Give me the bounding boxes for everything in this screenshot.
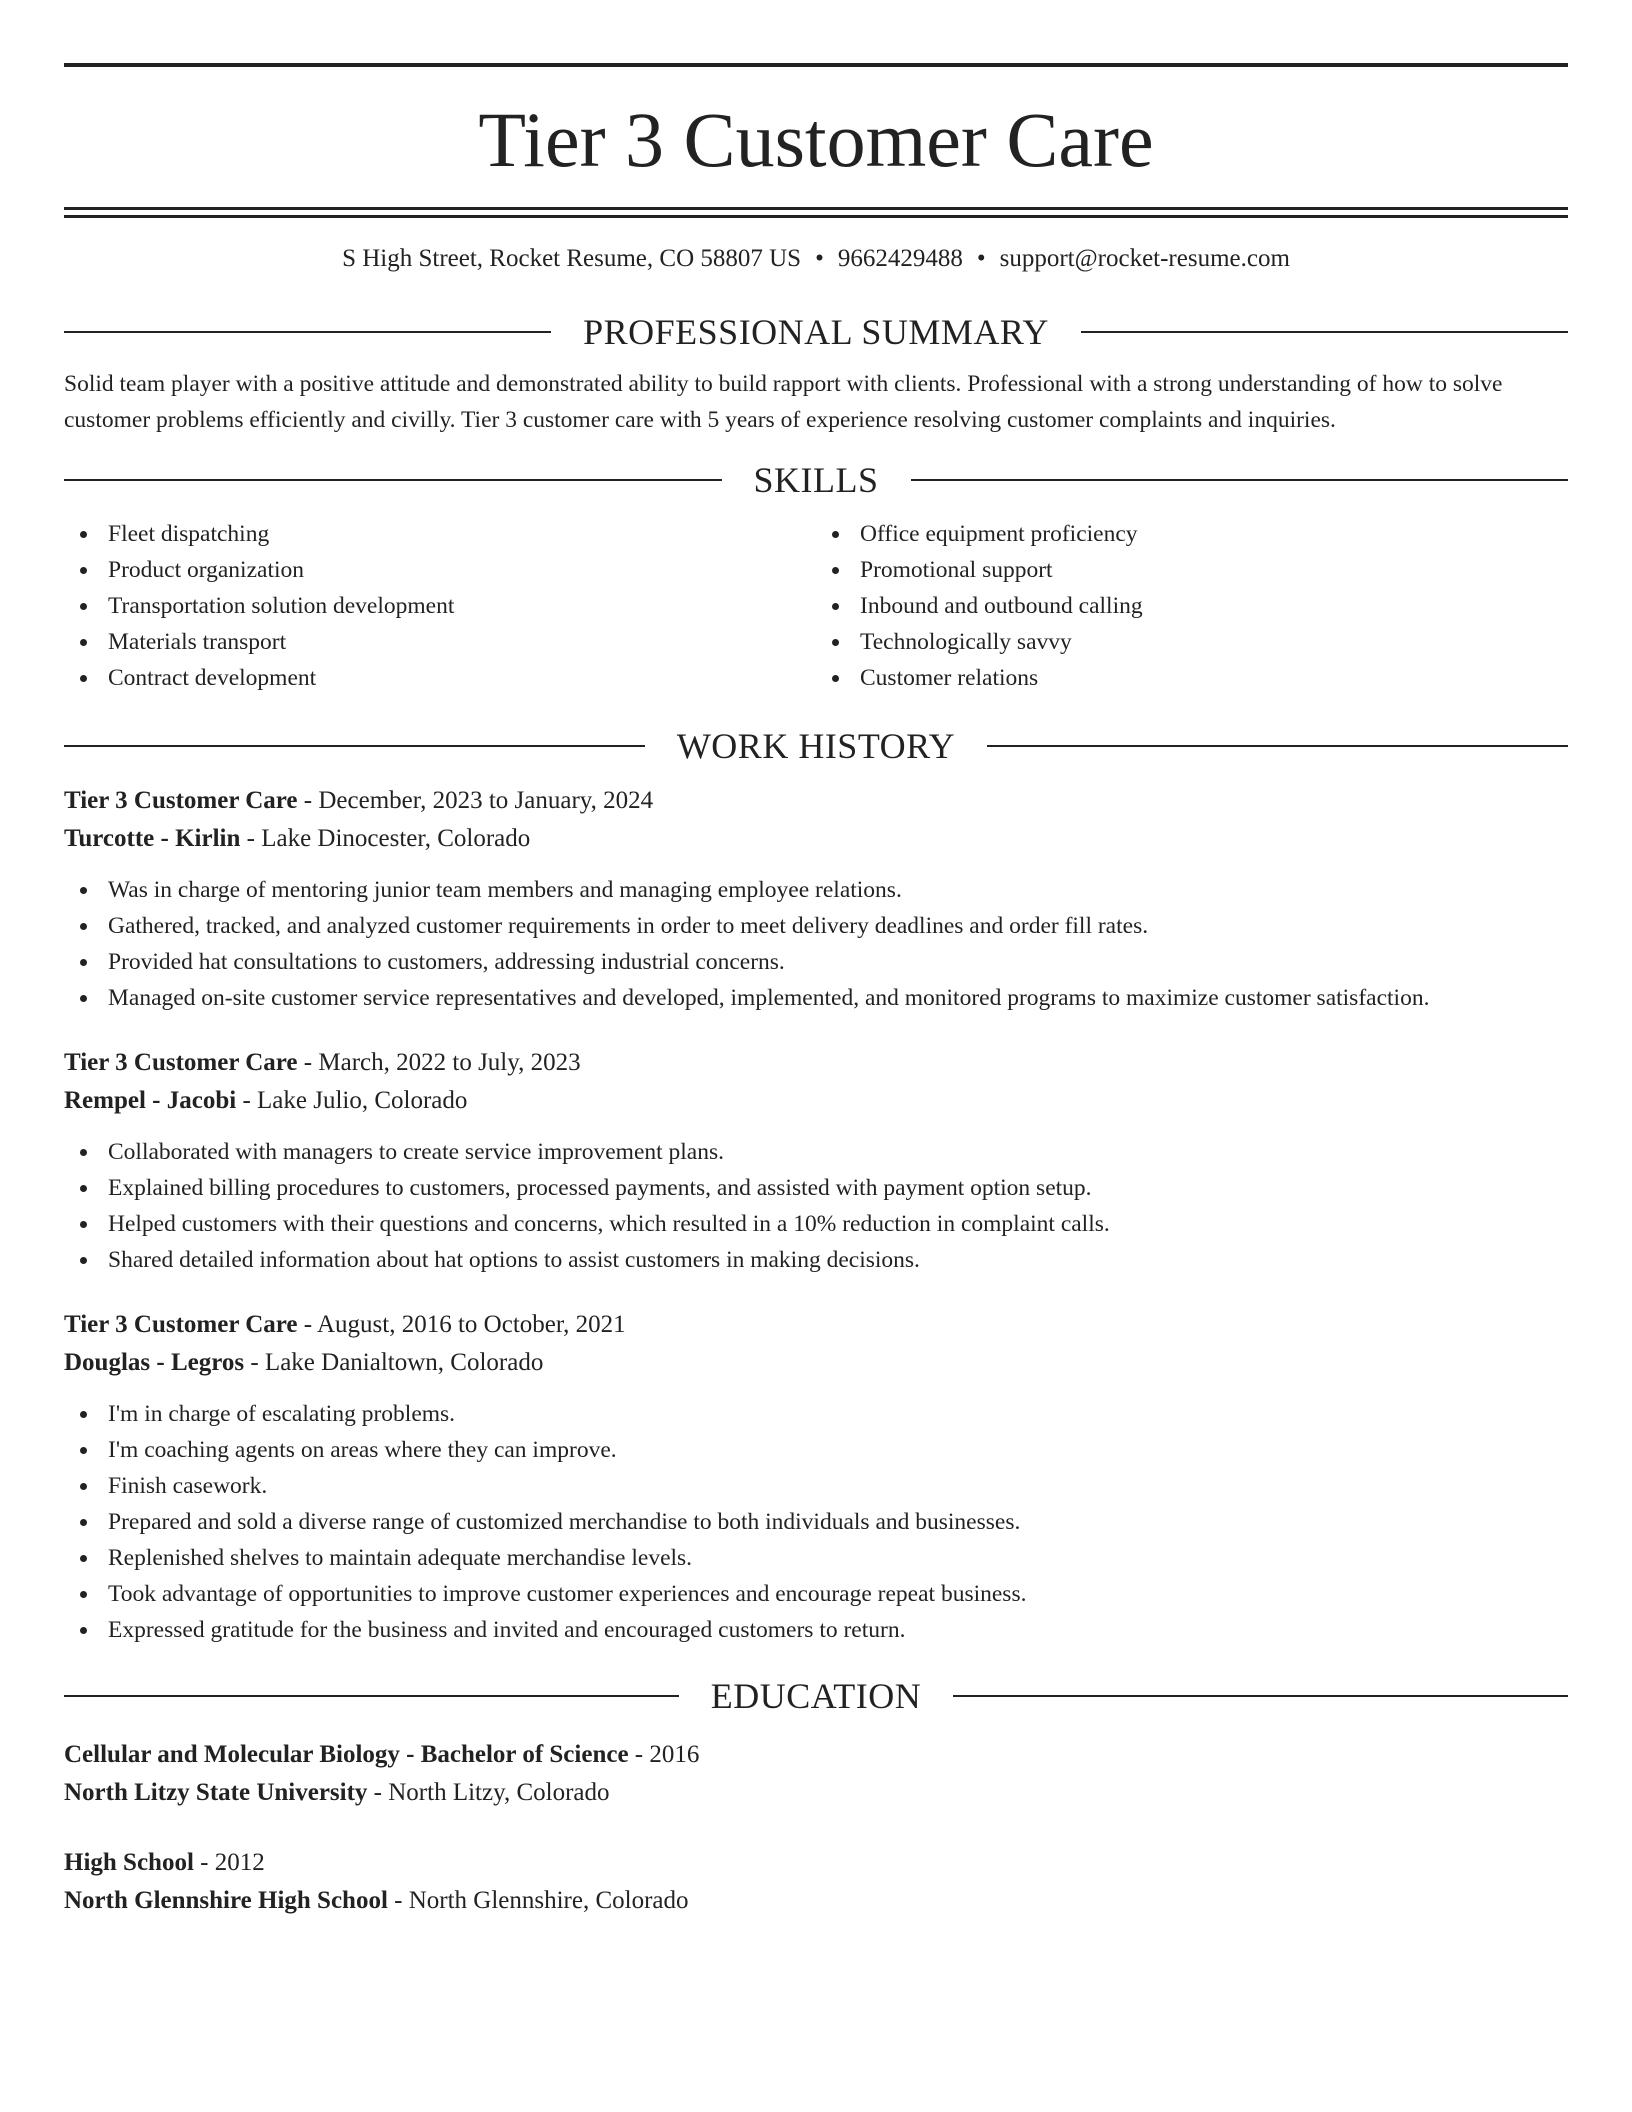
skill-item: Office equipment proficiency (816, 516, 1568, 552)
job-duty: Expressed gratitude for the business and invited and encouraged customers to return. (64, 1612, 1568, 1648)
education-school: North Glennshire High School (64, 1887, 388, 1914)
education-entry (64, 1736, 1568, 1812)
job-company: Douglas - Legros (64, 1349, 245, 1376)
job-duties (64, 872, 1568, 1016)
title-double-rule (64, 207, 1568, 218)
job-company-line (64, 1344, 1568, 1382)
job-dates: - December, 2023 to January, 2024 (297, 787, 654, 814)
contact-separator: • (815, 245, 824, 272)
job-duty: Helped customers with their questions and concerns, which resulted in a 10% reduction in complaint calls. (64, 1206, 1568, 1242)
job-company: Rempel - Jacobi (64, 1087, 237, 1114)
education-section-header (64, 1676, 1568, 1716)
job-duty: Gathered, tracked, and analyzed customer requirements in order to meet delivery deadlines and order fill rates. (64, 908, 1568, 944)
education-entry (64, 1844, 1568, 1920)
job-title-line (64, 1044, 1568, 1082)
job-title: Tier 3 Customer Care (64, 1049, 298, 1076)
skills-section-header (64, 460, 1568, 500)
job-title-line (64, 1306, 1568, 1344)
job-duty: Took advantage of opportunities to improve customer experiences and encourage repeat business. (64, 1576, 1568, 1612)
job-duty: Prepared and sold a diverse range of customized merchandise to both individuals and businesses. (64, 1504, 1568, 1540)
job-duties (64, 1134, 1568, 1278)
job-location: - Lake Danialtown, Colorado (244, 1349, 544, 1376)
work-heading: WORK HISTORY (676, 726, 956, 766)
job-company: Turcotte - Kirlin (64, 825, 241, 852)
job-duty: Was in charge of mentoring junior team members and managing employee relations. (64, 872, 1568, 908)
education-heading: EDUCATION (710, 1676, 922, 1716)
skills-heading: SKILLS (753, 460, 879, 500)
section-rule (911, 479, 1569, 481)
skills-list (64, 516, 1568, 696)
education-year: - 2012 (193, 1849, 265, 1876)
job-duties (64, 1396, 1568, 1648)
skill-item: Promotional support (816, 552, 1568, 588)
education-school-line (64, 1774, 1568, 1812)
education-degree: Cellular and Molecular Biology - Bachelor of Science (64, 1741, 629, 1768)
section-rule (64, 331, 551, 333)
job-title: Tier 3 Customer Care (64, 787, 298, 814)
job-entry (64, 1044, 1568, 1278)
job-duty: I'm coaching agents on areas where they can improve. (64, 1432, 1568, 1468)
skill-item: Fleet dispatching (64, 516, 816, 552)
summary-heading: PROFESSIONAL SUMMARY (583, 312, 1049, 352)
section-rule (64, 745, 645, 747)
top-rule (64, 63, 1568, 67)
job-duty: Finish casework. (64, 1468, 1568, 1504)
education-year: - 2016 (628, 1741, 700, 1768)
job-duty: Collaborated with managers to create service improvement plans. (64, 1134, 1568, 1170)
contact-email: support@rocket-resume.com (999, 245, 1290, 272)
job-location: - Lake Julio, Colorado (236, 1087, 468, 1114)
job-location: - Lake Dinocester, Colorado (240, 825, 531, 852)
skill-item: Materials transport (64, 624, 816, 660)
skill-item: Technologically savvy (816, 624, 1568, 660)
summary-text: Solid team player with a positive attitude and demonstrated ability to build rapport with clients. Professional with a strong understanding of how to solve customer problems efficiently and civilly. Tier 3 customer care with 5 years of experience resolving customer complaints and inquiries. (64, 371, 1503, 433)
education-school: North Litzy State University (64, 1779, 368, 1806)
job-duty: I'm in charge of escalating problems. (64, 1396, 1568, 1432)
resume-title: Tier 3 Customer Care (478, 96, 1154, 183)
skill-item: Inbound and outbound calling (816, 588, 1568, 624)
job-dates: - March, 2022 to July, 2023 (297, 1049, 581, 1076)
job-dates: - August, 2016 to October, 2021 (297, 1311, 626, 1338)
section-rule (953, 1695, 1568, 1697)
education-location: - North Glennshire, Colorado (387, 1887, 689, 1914)
skills-column-right (816, 516, 1568, 696)
skill-item: Transportation solution development (64, 588, 816, 624)
job-duty: Replenished shelves to maintain adequate merchandise levels. (64, 1540, 1568, 1576)
skill-item: Contract development (64, 660, 816, 696)
contact-separator: • (976, 245, 986, 272)
contact-phone: 9662429488 (837, 245, 963, 272)
job-duty: Managed on-site customer service representatives and developed, implemented, and monitored programs to maximize customer satisfaction. (64, 980, 1568, 1016)
skill-item: Product organization (64, 552, 816, 588)
job-duty: Provided hat consultations to customers, addressing industrial concerns. (64, 944, 1568, 980)
job-duty: Shared detailed information about hat options to assist customers in making decisions. (64, 1242, 1568, 1278)
contact-address: S High Street, Rocket Resume, CO 58807 US (342, 245, 802, 272)
education-school-line (64, 1882, 1568, 1920)
job-entry (64, 1306, 1568, 1648)
section-rule (64, 1695, 679, 1697)
job-title-line (64, 782, 1568, 820)
job-company-line (64, 820, 1568, 858)
education-degree-line (64, 1736, 1568, 1774)
section-rule (987, 745, 1568, 747)
contact-line (64, 244, 1568, 274)
job-duty: Explained billing procedures to customers, processed payments, and assisted with payment option setup. (64, 1170, 1568, 1206)
section-rule (64, 479, 722, 481)
skills-column-left (64, 516, 816, 696)
job-title: Tier 3 Customer Care (64, 1311, 298, 1338)
summary-section-header (64, 312, 1568, 352)
job-company-line (64, 1082, 1568, 1120)
education-location: - North Litzy, Colorado (367, 1779, 610, 1806)
work-section-header (64, 726, 1568, 766)
section-rule (1081, 331, 1568, 333)
skill-item: Customer relations (816, 660, 1568, 696)
education-degree-line (64, 1844, 1568, 1882)
job-entry (64, 782, 1568, 1016)
education-degree: High School (64, 1849, 194, 1876)
